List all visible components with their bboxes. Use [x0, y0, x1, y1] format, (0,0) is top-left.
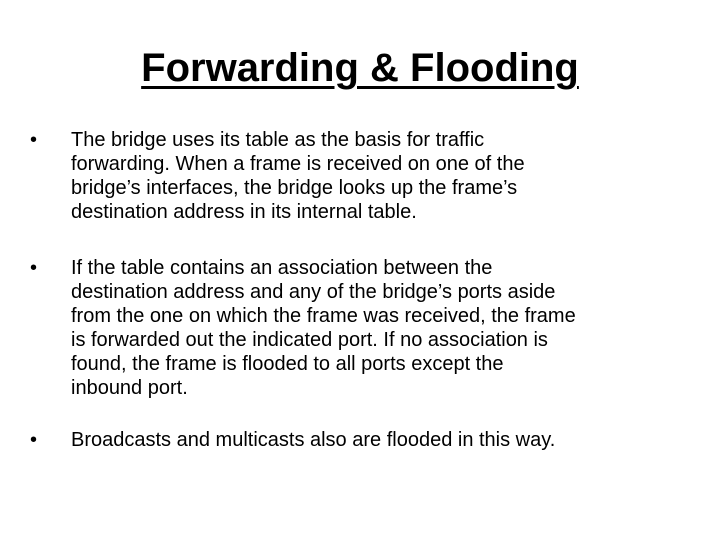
- bullet-line: inbound port.: [71, 377, 188, 399]
- bullet-item: [30, 428, 690, 452]
- bullet-text: [71, 128, 690, 224]
- bullet-dot-icon: •: [30, 429, 38, 451]
- slide-title-text: Forwarding & Flooding: [141, 46, 579, 90]
- bullet-line: Broadcasts and multicasts also are flooded in this way.: [71, 429, 556, 451]
- bullet-text: [71, 256, 690, 400]
- bullet-line: is forwarded out the indicated port. If no association is: [71, 329, 548, 351]
- bullet-line: bridge’s interfaces, the bridge looks up the frame’s: [71, 177, 518, 199]
- bullet-line: If the table contains an association between the: [71, 257, 493, 279]
- bullet-text: [71, 428, 690, 452]
- bullet-line: found, the frame is flooded to all ports except the: [71, 353, 504, 375]
- bullet-line: destination address in its internal table.: [71, 201, 417, 223]
- bullet-line: The bridge uses its table as the basis for traffic: [71, 129, 485, 151]
- bullet-dot-icon: •: [30, 257, 38, 279]
- bullet-item: [30, 256, 690, 400]
- bullet-dot-icon: •: [30, 129, 38, 151]
- bullet-line: from the one on which the frame was received, the frame: [71, 305, 576, 327]
- bullet-item: [30, 128, 690, 224]
- bullet-line: forwarding. When a frame is received on one of the: [71, 153, 525, 175]
- bullet-line: destination address and any of the bridge’s ports aside: [71, 281, 556, 303]
